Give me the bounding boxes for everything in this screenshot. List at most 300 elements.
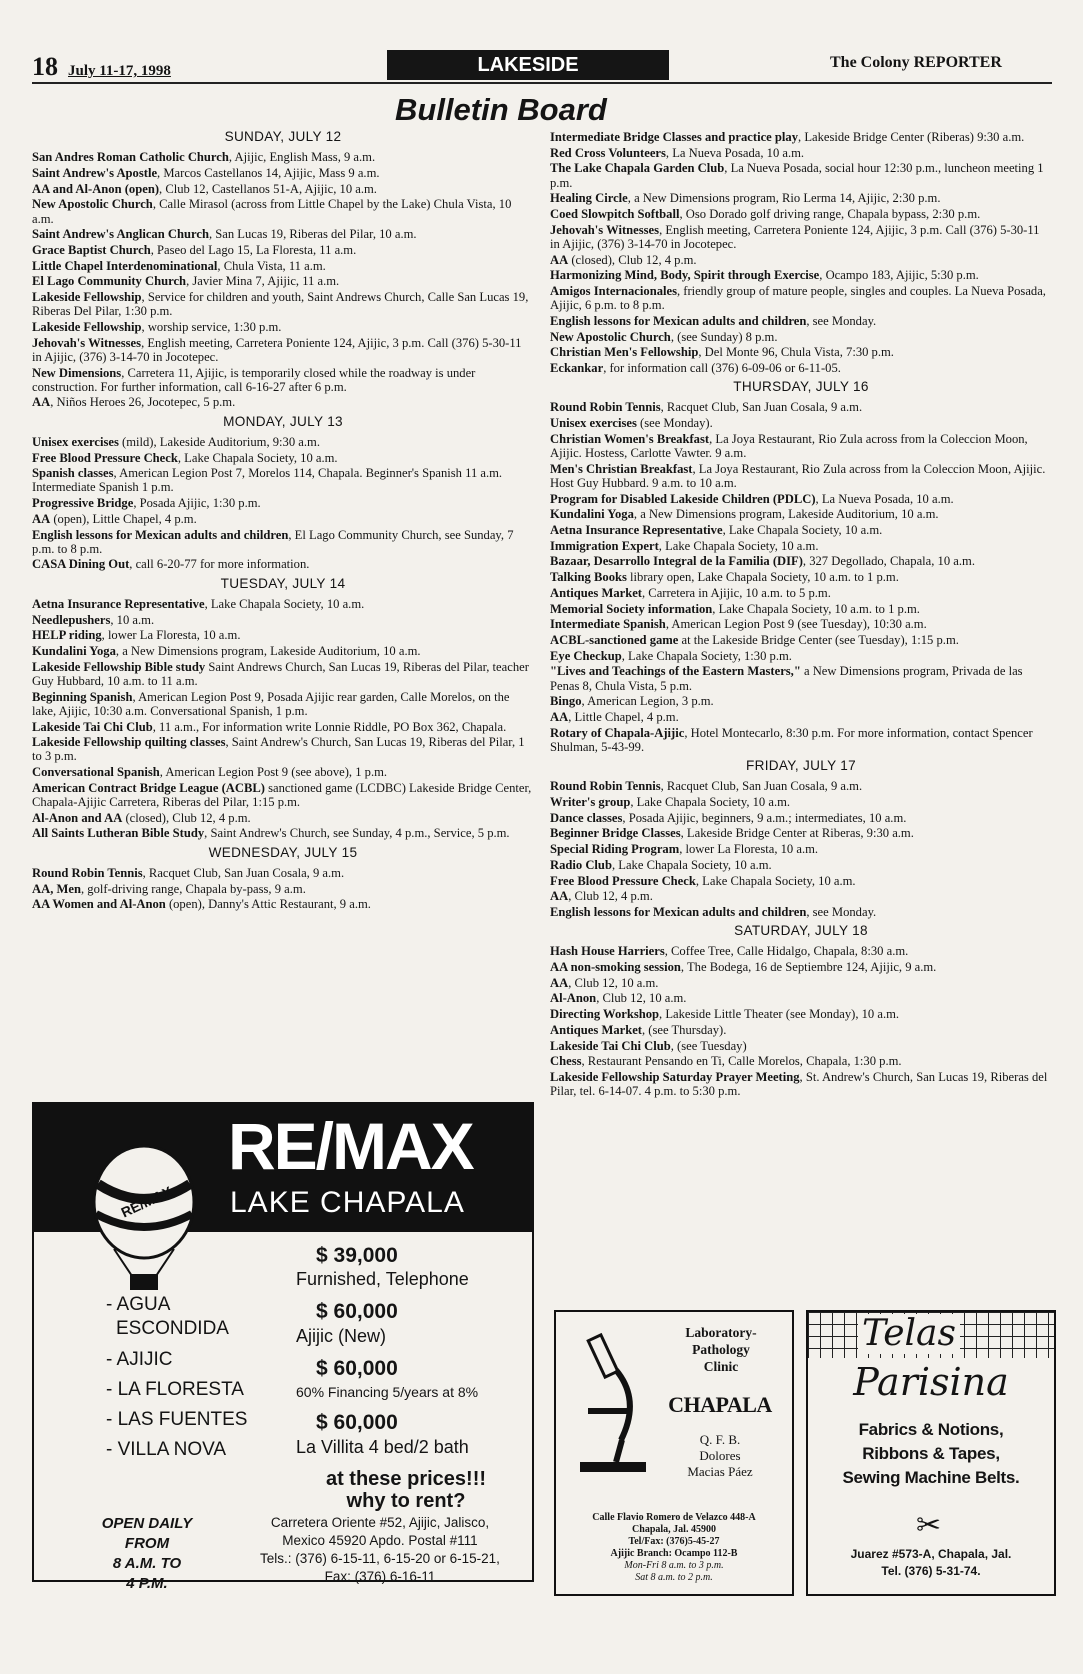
event-item [550,161,1052,189]
event-details: , Lakeside Bridge Center at Riberas, 9:30 a.m. [680,826,914,841]
event-details: (open), Danny's Attic Restaurant, 9 a.m. [165,897,371,912]
event-details: , English meeting, Carretera Poniente 124, Ajijic, 3 p.m. Call (376) 5-30-11 in Ajijic, (376) 3-14-70 in Jocotepec. [550,222,1040,251]
event-name: Aetna Insurance Representative [550,523,723,538]
event-name: AA [32,395,51,410]
event-details: (closed), Club 12, 4 p.m. [122,810,251,825]
event-name: Writer's group [550,795,631,810]
event-item [550,523,1052,537]
event-name: Bazaar, Desarrollo Integral de la Familia (DIF) [550,554,803,569]
event-name: Progressive Bridge [32,496,134,511]
event-details: , Marcos Castellanos 14, Ajijic, Mass 9 a.m. [157,165,380,180]
event-details: , Club 12, 4 p.m. [568,889,653,904]
listing-price: $ 60,000 [316,1411,398,1434]
event-item [550,492,1052,506]
event-item [550,664,1052,692]
event-item [550,779,1052,793]
lab-address-line: Calle Flavio Romero de Velazco 448-A [592,1512,756,1523]
listing-desc: 60% Financing 5/years at 8% [296,1384,479,1400]
event-name: Program for Disabled Lakeside Children (PDLC) [550,491,816,506]
event-item [550,330,1052,344]
event-details: (closed), Club 12, 4 p.m. [568,252,697,267]
event-details: , Saint Andrew's Church, San Lucas 19, Riberas del Pilar, 1 to 3 p.m. [32,735,525,764]
event-name: Men's Christian Breakfast [550,461,693,476]
address-line: Carretera Oriente #52, Ajijic, Jalisco, [270,1515,490,1530]
event-details: (mild), Lakeside Auditorium, 9:30 a.m. [118,434,320,449]
event-name: Al-Anon and AA [32,810,123,825]
event-name: New Apostolic Church [550,329,671,344]
lab-hours-line: Sat 8 a.m. to 2 p.m. [635,1572,713,1583]
event-item [32,613,534,627]
event-details: , La Joya Restaurant, Rio Zula across from la Coleccion Moon, Ajijic. Hostess, Carlotte Vawter. 9 a.m. [550,431,1028,461]
event-details: , La Nueva Posada, 10 a.m. [665,145,805,160]
event-details: , 11 a.m., For information write Lonnie Riddle, PO Box 362, Chapala. [152,719,507,734]
event-name: Grace Baptist Church [32,242,151,257]
event-name: HELP riding [32,628,102,643]
event-name: Lakeside Tai Chi Club [32,719,153,734]
event-item [32,466,534,494]
event-name: English lessons for Mexican adults and children [550,313,807,328]
lab-city: CHAPALA [668,1392,772,1417]
event-name: Kundalini Yoga [550,507,634,522]
day-heading: SUNDAY, JULY 12 [224,129,342,144]
event-name: Talking Books [550,570,627,585]
event-item [550,602,1052,616]
event-item [32,451,534,465]
event-details: , American Legion Post 7, Morelos 114, Chapala. Beginner's Spanish 11 a.m. Intermediate Spanish 1 p.m. [32,466,503,495]
event-name: AA [550,975,569,990]
issue-date: July 11-17, 1998 [68,63,171,79]
event-name: AA [32,511,51,526]
day-heading: TUESDAY, JULY 14 [220,575,346,591]
event-item [550,811,1052,825]
event-details: , San Lucas 19, Riberas del Pilar, 10 a.m. [208,227,417,242]
remax-subtitle: LAKE CHAPALA [230,1186,465,1219]
listing-desc: Furnished, Telephone [296,1269,469,1289]
event-item [550,416,1052,430]
lab-address-line: Tel/Fax: (376)5-45-27 [628,1536,720,1547]
event-details: , American Legion, 3 p.m. [581,694,714,709]
event-item [32,395,534,409]
event-details: , Posada Ajijic, 1:30 p.m. [133,496,261,511]
event-name: Bingo [550,694,582,709]
event-details: , Hotel Montecarlo, 8:30 p.m. For more information, contact Spencer Shulman, 5-43-99. [550,725,1033,754]
event-item [550,795,1052,809]
event-details: , St. Andrew's Church, San Lucas 19, Riberas del Pilar, tel. 6-14-07. 4 p.m. to 5:30 p.m. [550,1069,1048,1099]
laboratory-ad [554,1310,794,1596]
telas-desc-line: Sewing Machine Belts. [842,1468,1020,1487]
event-details: , Little Chapel, 4 p.m. [568,710,679,725]
event-item [550,284,1052,312]
event-details: , call 6-20-77 for more information. [129,557,310,572]
event-details: , The Bodega, 16 de Septiembre 124, Ajijic, 9 a.m. [680,960,937,975]
event-details: , Racquet Club, San Juan Cosala, 9 a.m. [142,865,345,880]
event-details: , Lake Chapala Society, 10 a.m. [695,873,856,888]
right-column [550,130,1052,1100]
event-details: , worship service, 1:30 p.m. [141,319,282,334]
event-name: Christian Men's Fellowship [550,345,699,360]
event-details: , for information call (376) 6-09-06 or 6-11-05. [603,361,841,376]
event-name: Antiques Market [550,1022,642,1037]
event-item [32,660,534,688]
event-item [550,507,1052,521]
remax-logo: RE/MAX [228,1109,473,1183]
parisina-name: Parisina [853,1360,1009,1404]
event-name: Rotary of Chapala-Ajijic [550,725,685,740]
event-name: Coed Slowpitch Softball [550,207,680,222]
location-item: - LA FLORESTA [106,1379,244,1400]
event-name: New Dimensions [32,365,122,380]
event-item [550,268,1052,282]
lab-doctor-line: Q. F. B. [699,1432,741,1447]
event-item [550,1070,1052,1098]
event-details: , Lake Chapala Society, 10 a.m. [177,450,338,465]
event-details: sanctioned game (LCDBC) Lakeside Bridge Center, Chapala-Ajijic Carretera, Riberas del Pilar, 1:15 p.m. [32,780,532,810]
event-name: Beginner Bridge Classes [550,826,681,841]
event-name: Eckankar [550,361,604,376]
event-name: Special Riding Program [550,842,680,857]
telas-desc-line: Fabrics & Notions, [858,1420,1004,1439]
event-name: Conversational Spanish [32,765,160,780]
event-details: , Club 12, 10 a.m. [568,975,659,990]
event-item [550,1023,1052,1037]
event-item [550,1039,1052,1053]
day-heading: SATURDAY, JULY 18 [734,923,868,939]
event-name: Lakeside Fellowship Saturday Prayer Meeting [550,1069,800,1084]
event-name: The Lake Chapala Garden Club [550,161,725,176]
event-name: Round Robin Tennis [550,779,661,794]
event-name: Eye Checkup [550,648,622,663]
event-name: Aetna Insurance Representative [32,596,205,611]
event-name: Directing Workshop [550,1007,660,1022]
event-item [550,146,1052,160]
event-name: Lakeside Fellowship Bible study [32,659,206,674]
day-heading: WEDNESDAY, JULY 15 [208,844,358,860]
location-item: - LAS FUENTES [106,1409,248,1430]
event-item [550,361,1052,375]
event-name: Intermediate Spanish [550,617,666,632]
event-details: , Paseo del Lago 15, La Floresta, 11 a.m. [150,242,357,257]
event-details: , Lake Chapala Society, 10 a.m. [630,795,791,810]
event-item [550,130,1052,144]
event-item [32,644,534,658]
event-item [32,597,534,611]
event-name: Hash House Harriers [550,944,665,959]
event-item [550,633,1052,647]
event-details: , Lakeside Little Theater (see Monday), 10 a.m. [659,1007,900,1022]
event-item [550,710,1052,724]
event-details: , a New Dimensions program, Lakeside Auditorium, 10 a.m. [633,507,939,522]
event-item [32,690,534,718]
event-details: , Ocampo 183, Ajijic, 5:30 p.m. [819,268,979,283]
hours-line: OPEN DAILY [101,1515,193,1532]
event-name: All Saints Lutheran Bible Study [32,826,205,841]
event-details: , Carretera 11, Ajijic, is temporarily closed while the roadway is under construction. For further information, call 6-16-27 after 6 p.m. [32,365,476,394]
event-name: Christian Women's Breakfast [550,431,710,446]
location-item: ESCONDIDA [116,1318,229,1339]
event-name: Intermediate Bridge Classes and practice play [550,130,799,144]
event-item [32,227,534,241]
event-item [550,694,1052,708]
event-name: Jehovah's Witnesses [32,335,142,350]
event-item [32,528,534,556]
hot-air-balloon-icon [84,1144,204,1294]
event-item [550,858,1052,872]
event-name: English lessons for Mexican adults and children [32,527,289,542]
event-item [32,182,534,196]
event-item [32,882,534,896]
remax-ad [32,1102,534,1592]
event-item [32,320,534,334]
event-name: New Apostolic Church [32,197,153,212]
event-details: , English meeting, Carretera Poniente 124, Ajijic, 3 p.m. Call (376) 5-30-11 in Ajijic, (376) 3-14-70 in Jocotepec. [32,335,522,364]
event-details: (see Monday). [636,416,713,431]
event-item [32,290,534,318]
event-name: ACBL-sanctioned game [550,633,679,647]
event-item [550,345,1052,359]
event-name: Needlepushers [32,612,111,627]
event-item [550,539,1052,553]
event-name: Immigration Expert [550,538,659,553]
event-item [32,897,534,911]
event-name: AA [550,710,569,725]
event-item [550,570,1052,584]
event-item [550,960,1052,974]
event-details: , Lake Chapala Society, 1:30 p.m. [621,648,792,663]
event-name: AA [550,889,569,904]
lab-address-line: Chapala, Jal. 45900 [632,1524,716,1535]
event-details: , (see Sunday) 8 p.m. [670,329,778,344]
telas-grid-banner [808,1312,1054,1358]
event-item [550,400,1052,414]
event-name: Free Blood Pressure Check [550,873,696,888]
event-name: Round Robin Tennis [550,400,661,415]
listing-desc: Ajijic (New) [296,1326,386,1346]
event-item [550,649,1052,663]
event-item [32,720,534,734]
event-name: El Lago Community Church [32,274,187,289]
event-item [550,462,1052,490]
event-item [32,765,534,779]
hours-line: 4 P.M. [126,1575,168,1592]
event-item [550,991,1052,1005]
event-details: , lower La Floresta, 10 a.m. [101,628,241,643]
event-details: , see Monday. [806,313,877,328]
telas-address: Juarez #573-A, Chapala, Jal. [850,1547,1012,1561]
event-item [550,617,1052,631]
event-details: , Service for children and youth, Saint Andrews Church, Calle San Lucas 19, Riberas Del Pilar, 1:30 p.m. [32,290,529,319]
event-item [32,259,534,273]
lab-title-line: Clinic [703,1359,739,1374]
location-item: - AGUA [106,1294,171,1315]
event-item [32,197,534,225]
telas-phone: Tel. (376) 5-31-74. [881,1564,981,1578]
event-name: Unisex exercises [32,434,119,449]
event-name: Unisex exercises [550,416,637,431]
balloon-logo: RE/MAX [118,1182,175,1221]
event-details: , Del Monte 96, Chula Vista, 7:30 p.m. [698,345,894,360]
event-details: , Coffee Tree, Calle Hidalgo, Chapala, 8:30 a.m. [664,944,909,959]
publication-name: The Colony REPORTER [830,54,1002,71]
event-name: Saint Andrew's Anglican Church [32,227,209,242]
listing-price: $ 60,000 [316,1357,398,1380]
event-details: , lower La Floresta, 10 a.m. [679,842,819,857]
event-name: Al-Anon [550,991,597,1006]
event-item [32,366,534,394]
event-item [550,842,1052,856]
event-details: , Posada Ajijic, beginners, 9 a.m.; intermediates, 10 a.m. [622,810,907,825]
listing-price: $ 39,000 [316,1244,398,1267]
lab-hours-line: Mon-Fri 8 a.m. to 3 p.m. [624,1560,724,1571]
event-name: Amigos Internacionales [550,284,677,299]
event-item [32,557,534,571]
event-name: San Andres Roman Catholic Church [32,150,229,165]
event-item [550,826,1052,840]
listing-price: $ 60,000 [316,1300,398,1323]
event-item [32,336,534,364]
listing-desc: La Villita 4 bed/2 bath [296,1437,469,1457]
lab-address-line: Ajijic Branch: Ocampo 112-B [610,1548,738,1559]
event-details: at the Lakeside Bridge Center (see Tuesday), 1:15 p.m. [678,633,959,647]
event-name: Lakeside Fellowship quilting classes [32,735,226,750]
event-name: Jehovah's Witnesses [550,222,660,237]
event-details: , Oso Dorado golf driving range, Chapala bypass, 2:30 p.m. [679,207,981,222]
event-details: , Restaurant Pensando en Ti, Calle Morelos, Chapala, 1:30 p.m. [581,1054,902,1069]
event-item [550,976,1052,990]
microscope-icon [566,1330,656,1480]
day-heading: THURSDAY, JULY 16 [733,379,869,395]
event-name: Red Cross Volunteers [550,145,666,160]
event-details: , La Joya Restaurant, Rio Zula across from la Coleccion Moon, Ajijic. Host Guy Hubbard. 9 a.m. to 10 a.m. [550,461,1046,490]
event-details: , La Nueva Posada, social hour 12:30 p.m., luncheon meeting 1 p.m. [550,161,1044,190]
address-line: Tels.: (376) 6-15-11, 6-15-20 or 6-15-21, [260,1551,500,1566]
address-line: Mexico 45920 Apdo. Postal #111 [282,1533,478,1548]
left-column [32,125,534,913]
event-name: Antiques Market [550,585,642,600]
event-details: , Lakeside Bridge Center (Riberas) 9:30 a.m. [798,130,1025,144]
event-item [550,905,1052,919]
event-details: , Calle Mirasol (across from Little Chapel by the Lake) Chula Vista, 10 a.m. [32,197,512,226]
event-name: AA, Men [32,881,81,896]
event-name: Chess [550,1054,582,1069]
event-item [32,628,534,642]
hours-line: 8 A.M. TO [112,1555,182,1572]
event-item [32,274,534,288]
event-details: , El Lago Community Church, see Sunday, 7 p.m. to 8 p.m. [32,527,514,556]
event-name: AA Women and Al-Anon [32,897,166,912]
event-details: library open, Lake Chapala Society, 10 a.m. to 1 p.m. [626,570,899,585]
event-details: , Club 12, Castellanos 51-A, Ajijic, 10 a.m. [159,181,377,196]
event-name: Round Robin Tennis [32,865,143,880]
event-details: , 10 a.m. [110,612,155,627]
event-details: , (see Tuesday) [670,1038,747,1053]
day-heading: MONDAY, JULY 13 [223,413,343,429]
event-name: Harmonizing Mind, Body, Spirit through Exercise [550,268,820,283]
event-name: Lakeside Fellowship [32,319,142,334]
event-item [550,944,1052,958]
hours-line: FROM [124,1535,170,1552]
event-item [550,432,1052,460]
event-item [32,866,534,880]
event-name: Kundalini Yoga [32,644,116,658]
event-item [550,726,1052,754]
event-name: Free Blood Pressure Check [32,450,178,465]
event-name: CASA Dining Out [32,557,130,572]
event-name: AA non-smoking session [550,960,681,975]
event-details: , see Monday. [806,904,877,919]
event-item [550,554,1052,568]
event-name: Spanish classes [32,466,114,481]
event-name: AA and Al-Anon (open) [32,181,160,196]
event-details: , a New Dimensions program, Lakeside Auditorium, 10 a.m. [115,644,421,658]
event-item [32,735,534,763]
event-name: Healing Circle [550,191,628,206]
event-name: Memorial Society information [550,601,713,616]
address-line: Fax: (376) 6-16-11 [324,1569,436,1584]
event-details: , a New Dimensions program, Rio Lerma 14, Ajijic, 2:30 p.m. [627,191,941,206]
telas-parisina-ad [806,1310,1056,1596]
event-item [32,512,534,526]
event-details: , Carretera in Ajijic, 10 a.m. to 5 p.m. [642,585,831,600]
event-details: , American Legion Post 9, Posada Ajijic rear garden, Calle Morelos, on the lake, Ajijic, 10:30 a.m. Conversational Spanish, 1 p.m. [32,689,510,718]
scissors-icon: ✂ [916,1509,942,1542]
slogan-line: at these prices!!! [325,1468,487,1490]
event-name: Little Chapel Interdenominational [32,258,218,273]
event-details: , Niños Heroes 26, Jocotepec, 5 p.m. [50,395,236,410]
event-item [32,826,534,840]
event-item [550,191,1052,205]
event-details: , American Legion Post 9 (see above), 1 p.m. [159,765,388,780]
event-details: , golf-driving range, Chapala by-pass, 9 a.m. [80,881,306,896]
event-item [32,496,534,510]
slogan-line: why to rent? [346,1490,466,1512]
section-banner: LAKESIDE [387,50,669,80]
event-details: , Lake Chapala Society, 10 a.m. to 1 p.m. [712,601,920,616]
event-details: , Lake Chapala Society, 10 a.m. [658,538,819,553]
event-details: , Saint Andrew's Church, see Sunday, 4 p.m., Service, 5 p.m. [204,826,510,841]
event-details: , Racquet Club, San Juan Cosala, 9 a.m. [660,400,863,415]
location-item: - AJIJIC [106,1349,173,1370]
event-details: , Lake Chapala Society, 10 a.m. [204,596,365,611]
event-details: , Racquet Club, San Juan Cosala, 9 a.m. [660,779,863,794]
event-details: , La Nueva Posada, 10 a.m. [815,491,954,506]
page-number: 18 [32,52,58,81]
lab-doctor-line: Dolores [699,1448,741,1463]
event-details: , (see Thursday). [642,1022,727,1037]
event-details: , Club 12, 10 a.m. [596,991,687,1006]
lab-title-line: Laboratory- [685,1325,757,1340]
page-number-date [32,52,171,82]
event-name: Radio Club [550,857,612,872]
event-name: Dance classes [550,810,623,825]
event-details: a New Dimensions program, Privada de las Penas 8, Chula Vista, 5 p.m. [550,664,1023,693]
event-name: Beginning Spanish [32,689,133,704]
event-details: , Lake Chapala Society, 10 a.m. [722,523,883,538]
event-details: (open), Little Chapel, 4 p.m. [50,511,197,526]
event-item [550,874,1052,888]
event-name: Lakeside Fellowship [32,290,142,305]
event-item [550,586,1052,600]
event-item [550,253,1052,267]
event-item [32,781,534,809]
event-item [550,1054,1052,1068]
event-name: American Contract Bridge League (ACBL) [32,780,265,795]
event-details: , American Legion Post 9 (see Tuesday), 10:30 a.m. [665,617,927,632]
page-title: Bulletin Board [395,92,607,127]
lab-doctor-line: Macias Páez [687,1464,753,1479]
lab-title-line: Pathology [692,1342,750,1357]
event-item [32,811,534,825]
event-details: , Lake Chapala Society, 10 a.m. [611,857,772,872]
